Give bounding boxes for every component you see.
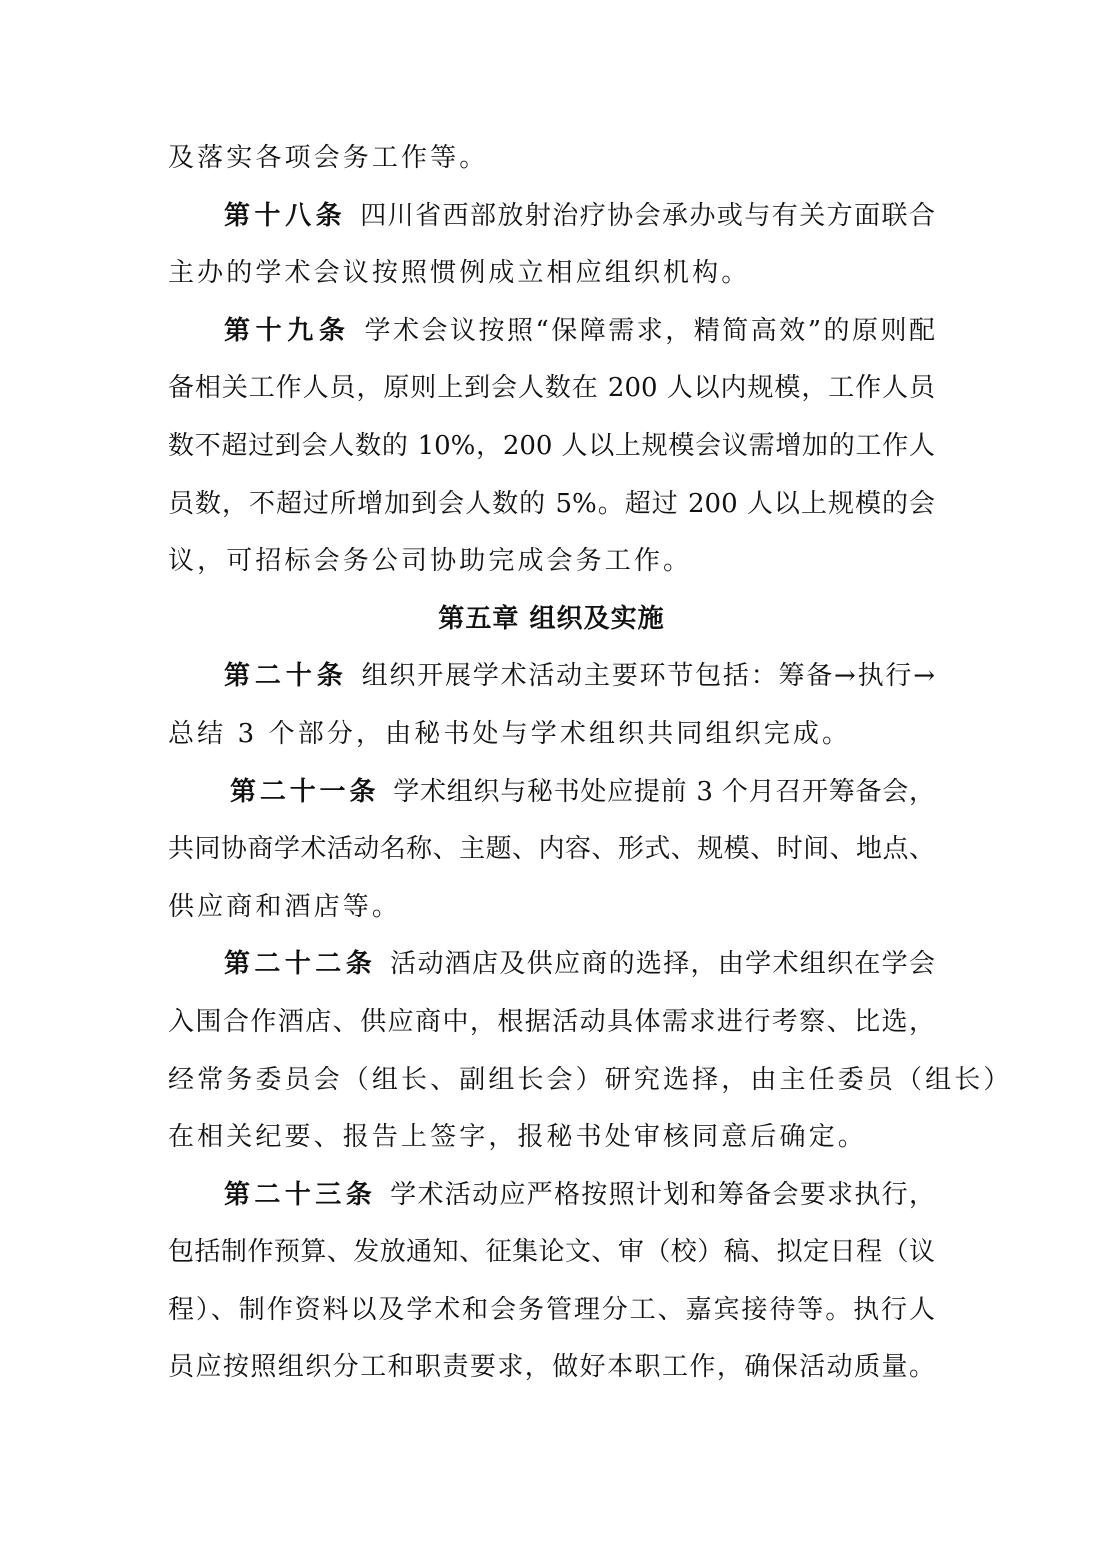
paragraph-line: 议，可招标会务公司协助完成会务工作。 (168, 546, 693, 577)
paragraph-text: 活动酒店及供应商的选择，由学术组织在学会 (390, 949, 935, 980)
paragraph-line: 总结 3 个部分，由秘书处与学术组织共同组织完成。 (168, 718, 852, 749)
article-23-first-line (168, 1167, 935, 1225)
chapter-heading: 第五章 组织及实施 (438, 603, 665, 634)
article-number: 第十九条 (224, 315, 351, 346)
paragraph-line: 经常务委员会（组长、副组长会）研究选择，由主任委员（组长） (168, 1064, 1013, 1095)
article-number: 第二十二条 (224, 949, 377, 980)
article-20-first-line (168, 648, 935, 706)
article-number: 第二十三条 (224, 1179, 377, 1210)
paragraph-text: 四川省西部放射治疗协会承办或与有关方面联合 (360, 200, 935, 231)
paragraph-line: 在相关纪要、报告上签字，报秘书处审核同意后确定。 (168, 1122, 867, 1153)
paragraph-line: 备相关工作人员，原则上到会人数在 200 人以内规模，工作人员 (168, 373, 935, 404)
article-18-first-line (168, 188, 935, 246)
paragraph-text: 学术组织与秘书处应提前 3 个月召开筹备会， (393, 776, 935, 807)
paragraph-line: 主办的学术会议按照惯例成立相应组织机构。 (168, 258, 751, 289)
paragraph-line: 供应商和酒店等。 (168, 891, 401, 922)
article-number: 第十八条 (224, 200, 347, 231)
paragraph-line: 入围合作酒店、供应商中，根据活动具体需求进行考察、比选， (168, 1006, 935, 1037)
paragraph-line: 员数，不超过所增加到会人数的 5%。超过 200 人以上规模的会 (168, 488, 935, 519)
article-22-first-line (168, 936, 935, 994)
paragraph-line: 员应按照组织分工和职责要求，做好本职工作，确保活动质量。 (168, 1352, 935, 1383)
paragraph-line: 包括制作预算、发放通知、征集论文、审（校）稿、拟定日程（议 (168, 1237, 935, 1268)
article-number: 第二十一条 (230, 776, 380, 807)
paragraph-text: 学术会议按照“保障需求，精简高效”的原则配 (364, 315, 935, 346)
paragraph-line: 程）、制作资料以及学术和会务管理分工、嘉宾接待等。执行人 (168, 1294, 935, 1325)
article-21-first-line (168, 764, 935, 822)
document-page (168, 130, 1013, 1397)
paragraph-line: 数不超过到会人数的 10%，200 人以上规模会议需增加的工作人 (168, 430, 935, 461)
paragraph-text: 学术活动应严格按照计划和筹备会要求执行， (390, 1179, 935, 1210)
paragraph-line: 共同协商学术活动名称、主题、内容、形式、规模、时间、地点、 (168, 834, 935, 865)
paragraph-line: 及落实各项会务工作等。 (168, 143, 489, 173)
paragraph-text: 组织开展学术活动主要环节包括：筹备→执行→ (361, 661, 935, 692)
article-number: 第二十条 (224, 661, 348, 692)
article-19-first-line (168, 303, 935, 361)
